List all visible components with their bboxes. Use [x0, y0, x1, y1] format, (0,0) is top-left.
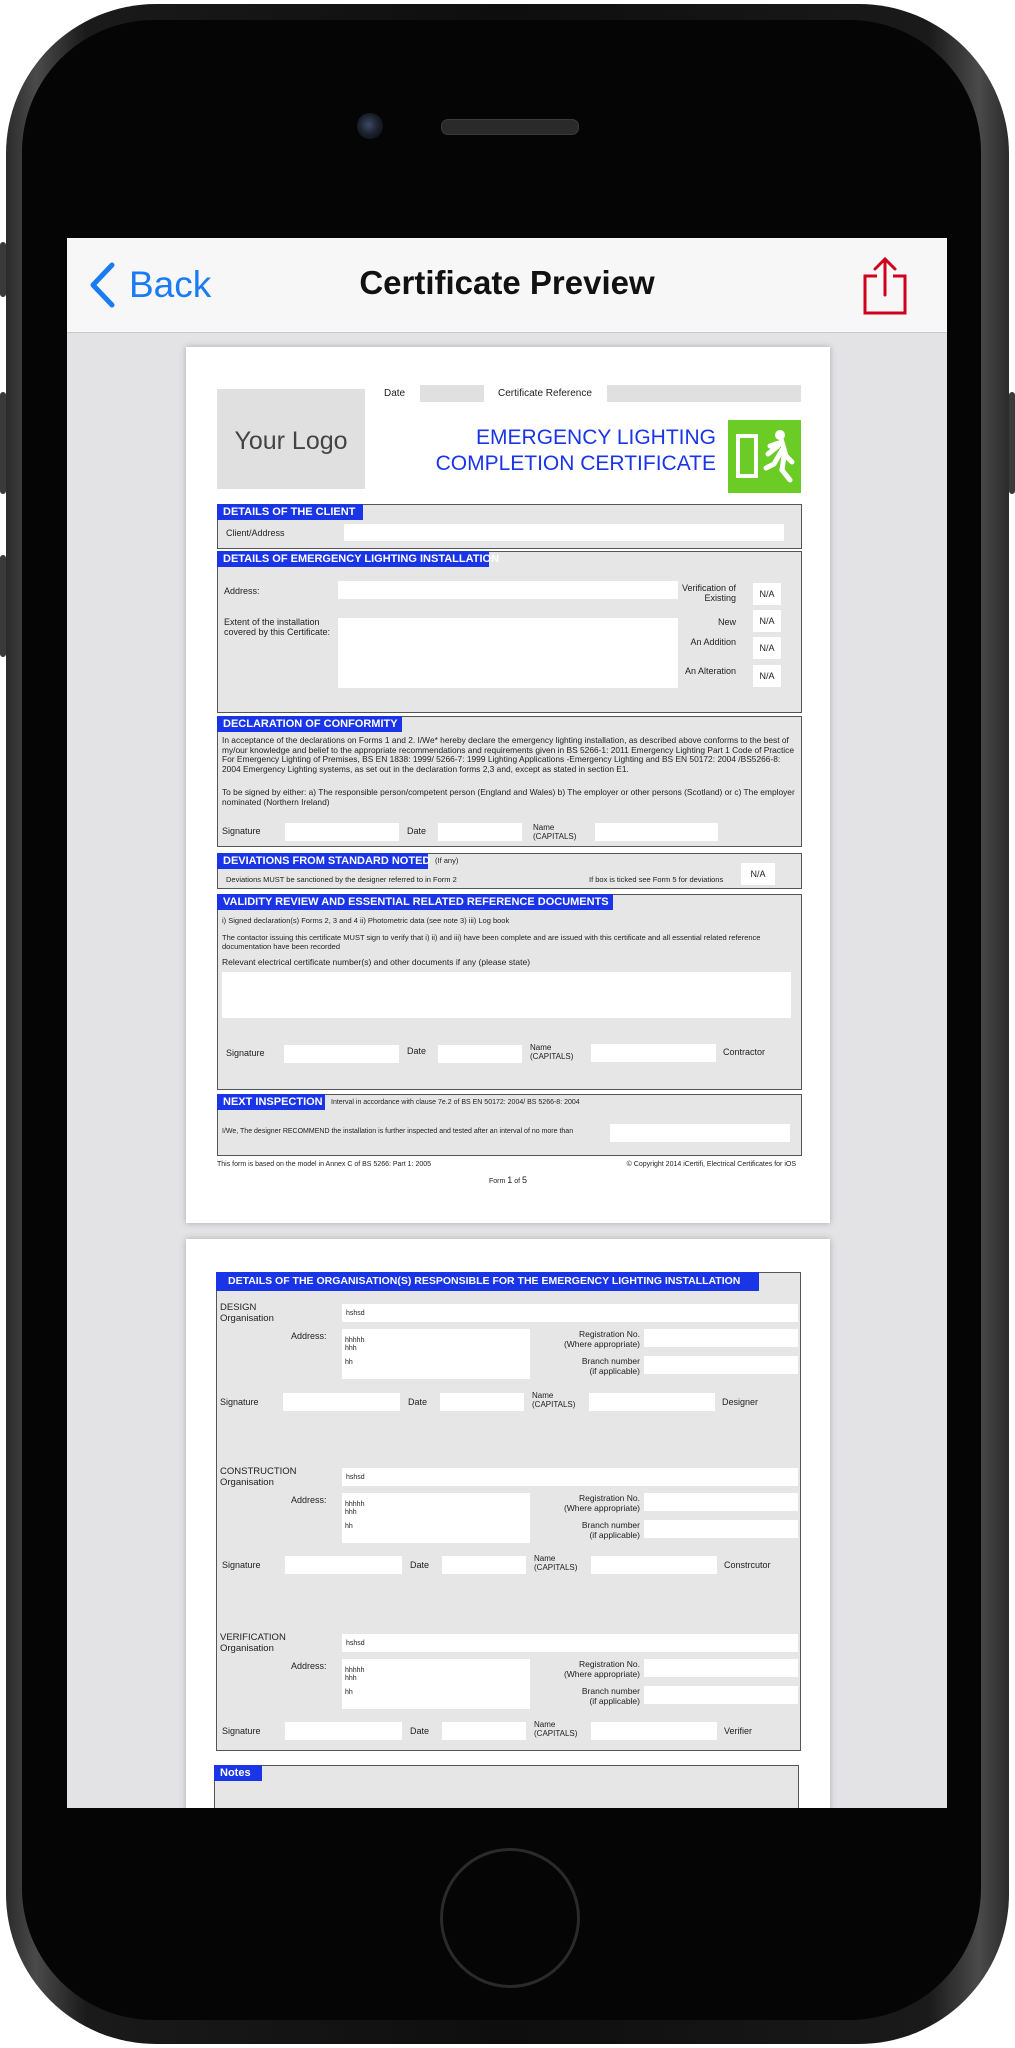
navigation-bar [67, 238, 947, 333]
declaration-date-label: Date [407, 826, 427, 836]
new-value[interactable]: N/A [753, 610, 781, 632]
org-address-label: Address: [291, 1495, 327, 1505]
org-name-label: Name [532, 1391, 554, 1400]
alteration-label: An Alteration [684, 666, 736, 676]
org-signature-field[interactable] [283, 1393, 400, 1411]
org-name-label: Name [534, 1720, 556, 1729]
next-inspection-band: NEXT INSPECTION [217, 1094, 325, 1110]
reg-field[interactable] [644, 1493, 798, 1511]
reg-sublabel: (Where appropriate) [563, 1669, 640, 1679]
declaration-signature-field[interactable] [285, 823, 399, 841]
org-subtitle: Organisation [220, 1477, 274, 1488]
mute-switch [0, 242, 6, 297]
org-signature-field[interactable] [285, 1722, 402, 1740]
notes-band: Notes [214, 1765, 262, 1781]
validity-capitals-label: (CAPITALS) [530, 1052, 574, 1061]
org-address-line1: hhhhh [345, 1501, 365, 1508]
validity-signature-label: Signature [226, 1048, 265, 1058]
org-subtitle: Organisation [220, 1643, 274, 1654]
page-title: Certificate Preview [359, 264, 655, 301]
form-of: of [514, 1178, 521, 1185]
org-address-line1: hhhhh [345, 1667, 365, 1674]
org-signature-label: Signature [220, 1397, 259, 1407]
next-inspection-field[interactable] [610, 1124, 790, 1142]
org-name-value: hshsd [346, 1640, 365, 1647]
extent-field[interactable] [338, 618, 678, 688]
org-person-name-field[interactable] [591, 1722, 717, 1740]
volume-up-button [0, 392, 6, 494]
form-label: Form [488, 1178, 506, 1185]
cert-ref-label: Certificate Reference [498, 388, 592, 399]
org-name-value: hshsd [346, 1474, 365, 1481]
installation-address-field[interactable] [338, 581, 678, 599]
org-date-field[interactable] [442, 1722, 526, 1740]
validity-line1: i) Signed declaration(s) Forms 2, 3 and 4 ii) Photometric data (see note 3) iii) Log book [222, 916, 510, 925]
certificate-page-1[interactable] [186, 347, 830, 1223]
certificate-title-line1: EMERGENCY LIGHTING [476, 426, 716, 449]
validity-date-field[interactable] [438, 1045, 522, 1063]
branch-field[interactable] [644, 1686, 798, 1704]
power-button [1009, 392, 1015, 494]
extent-label: Extent of the installation covered by this Certificate: [224, 617, 331, 638]
reg-sublabel: (Where appropriate) [563, 1503, 640, 1513]
org-name-field[interactable] [342, 1634, 798, 1652]
org-role-label: Designer [722, 1397, 759, 1407]
addition-value[interactable]: N/A [753, 637, 781, 659]
next-interval-note: Interval in accordance with clause 7e.2 of BS EN 50172: 2004/ BS 5266-8: 2004 [331, 1099, 580, 1106]
validity-line2: The contactor issuing this certificate MUST sign to verify that i) ii) and iii) have been complete and are issued with this certificate and all essential related reference documentation have been recorded [222, 933, 761, 951]
branch-sublabel: (if applicable) [589, 1696, 640, 1706]
org-address-line2: hhh [345, 1345, 357, 1352]
declaration-name-field[interactable] [595, 823, 718, 841]
alteration-value[interactable]: N/A [753, 665, 781, 687]
branch-label: Branch number [581, 1356, 640, 1366]
branch-field[interactable] [644, 1520, 798, 1538]
org-address-line1: hhhhh [345, 1337, 365, 1344]
signed-by-text: To be signed by either: a) The responsible person/competent person (England and Wales) b) The employer or other persons (Scotland) or c) The employer nominated (Northern Ireland) [222, 787, 795, 807]
verification-organisation [186, 1627, 830, 1751]
org-address-line2: hhh [345, 1509, 357, 1516]
org-signature-label: Signature [222, 1560, 261, 1570]
org-title: DESIGN [220, 1302, 257, 1313]
reg-field[interactable] [644, 1659, 798, 1677]
branch-sublabel: (if applicable) [589, 1530, 640, 1540]
contractor-label: Contractor [723, 1047, 766, 1057]
declaration-band: DECLARATION OF CONFORMITY [217, 716, 402, 732]
org-address-field[interactable] [342, 1659, 530, 1709]
installation-band: DETAILS OF EMERGENCY LIGHTING INSTALLATION [217, 551, 489, 567]
notes-section [214, 1765, 799, 1808]
logo-text: Your Logo [234, 427, 348, 455]
client-band: DETAILS OF THE CLIENT [217, 504, 363, 520]
org-capitals-label: (CAPITALS) [532, 1400, 576, 1409]
org-subtitle: Organisation [220, 1313, 274, 1324]
declaration-text: In acceptance of the declarations on Forms 1 and 2. I/We* hereby declare the emergency lighting installation, as described above conforms to the best of my/our knowledge and belief to the appropriate recommendations and requirements given in BS 5266-1: 2011 Emergency Lighting Part 1 Code of Practice For Emergency Lighting of Premises, BS EN 1838: 1999/ 5266-7: 1999 Lighting Applications -Emergency Lighting and BS EN 50172: 2004 /BS5266-8: 2004 Emergency Lighting systems, as set out in the declaration forms 2,3 and, except as stated in section E1. [222, 735, 795, 774]
org-name-value: hshsd [346, 1310, 365, 1317]
declaration-capitals-label: (CAPITALS) [533, 832, 577, 841]
org-capitals-label: (CAPITALS) [534, 1729, 578, 1738]
org-name-label: Name [534, 1554, 556, 1563]
org-address-line2: hhh [345, 1675, 357, 1682]
org-address-label: Address: [291, 1661, 327, 1671]
certificate-page-2[interactable] [186, 1239, 830, 1808]
validity-date-label: Date [407, 1046, 427, 1056]
date-field [420, 385, 484, 402]
related-documents-field[interactable] [222, 972, 791, 1018]
org-person-name-field[interactable] [591, 1556, 717, 1574]
reg-label: Registration No. [579, 1493, 640, 1503]
reg-field[interactable] [644, 1329, 798, 1347]
form-total: 5 [522, 1175, 528, 1185]
certificate-title-line2: COMPLETION CERTIFICATE [435, 452, 716, 475]
branch-field[interactable] [644, 1356, 798, 1374]
org-address-label: Address: [291, 1331, 327, 1341]
org-capitals-label: (CAPITALS) [534, 1563, 578, 1572]
org-date-label: Date [408, 1397, 428, 1407]
design-organisation [186, 1297, 830, 1457]
org-name-field[interactable] [342, 1304, 798, 1322]
deviations-value[interactable]: N/A [741, 863, 775, 885]
form-page-indicator [186, 1175, 830, 1186]
org-address-line3: hh [345, 1523, 353, 1530]
verification-label: Verification of Existing [681, 583, 736, 604]
cert-ref-field [607, 385, 801, 402]
declaration-date-field[interactable] [438, 823, 522, 841]
form-number: 1 [507, 1175, 513, 1185]
org-title: CONSTRUCTION [220, 1466, 297, 1477]
back-label: Back [129, 264, 212, 305]
declaration-signature-label: Signature [222, 826, 261, 836]
org-date-label: Date [410, 1560, 430, 1570]
date-label: Date [384, 388, 406, 399]
org-signature-field[interactable] [285, 1556, 402, 1574]
org-role-label: Verifier [724, 1726, 753, 1736]
org-address-field[interactable] [342, 1493, 530, 1543]
installation-address-label: Address: [224, 586, 260, 596]
deviations-tick-note: If box is ticked see Form 5 for deviations [589, 875, 724, 884]
reg-label: Registration No. [579, 1329, 640, 1339]
earpiece-speaker [441, 119, 579, 135]
screen [67, 238, 947, 1808]
org-person-name-field[interactable] [589, 1393, 715, 1411]
branch-sublabel: (if applicable) [589, 1366, 640, 1376]
new-label: New [717, 617, 736, 627]
footer-left: This form is based on the model in Annex C of BS 5266: Part 1: 2005 [217, 1161, 432, 1168]
volume-down-button [0, 555, 6, 657]
footer-right: © Copyright 2014 iCertifi, Electrical Certificates for iOS [626, 1161, 796, 1168]
verification-value[interactable]: N/A [753, 583, 781, 605]
org-role-label: Constrcutor [724, 1560, 771, 1570]
org-date-field[interactable] [440, 1393, 524, 1411]
client-address-label: Client/Address [226, 528, 285, 538]
validity-signature-field[interactable] [284, 1045, 399, 1063]
share-icon[interactable] [861, 256, 909, 316]
validity-line3: Relevant electrical certificate number(s) and other documents if any (please state) [222, 957, 531, 967]
branch-label: Branch number [581, 1686, 640, 1696]
front-camera [357, 113, 383, 139]
if-any-label: (If any) [435, 856, 459, 865]
reg-label: Registration No. [579, 1659, 640, 1669]
org-date-label: Date [410, 1726, 430, 1736]
org-signature-label: Signature [222, 1726, 261, 1736]
validity-name-label: Name [530, 1043, 552, 1052]
reg-sublabel: (Where appropriate) [563, 1339, 640, 1349]
org-date-field[interactable] [442, 1556, 526, 1574]
branch-label: Branch number [581, 1520, 640, 1530]
org-title: VERIFICATION [220, 1632, 286, 1643]
org-address-line3: hh [345, 1689, 353, 1696]
emergency-exit-icon [728, 420, 801, 493]
next-inspection-text: I/We, The designer RECOMMEND the installation is further inspected and tested after an interval of no more than [222, 1128, 574, 1135]
org-address-line3: hh [345, 1359, 353, 1366]
construction-organisation [186, 1461, 830, 1621]
declaration-name-label: Name [533, 823, 555, 832]
org-name-field[interactable] [342, 1468, 798, 1486]
deviations-note: Deviations MUST be sanctioned by the designer referred to in Form 2 [226, 875, 457, 884]
validity-name-field[interactable] [591, 1044, 716, 1062]
addition-label: An Addition [690, 637, 736, 647]
client-address-field[interactable] [344, 524, 784, 541]
home-button[interactable] [440, 1848, 580, 1988]
org-address-field[interactable] [342, 1329, 530, 1379]
validity-band: VALIDITY REVIEW AND ESSENTIAL RELATED REFERENCE DOCUMENTS [217, 894, 613, 910]
organisation-band: DETAILS OF THE ORGANISATION(S) RESPONSIBLE FOR THE EMERGENCY LIGHTING INSTALLATION [216, 1272, 759, 1291]
deviations-band: DEVIATIONS FROM STANDARD NOTED [217, 853, 428, 869]
